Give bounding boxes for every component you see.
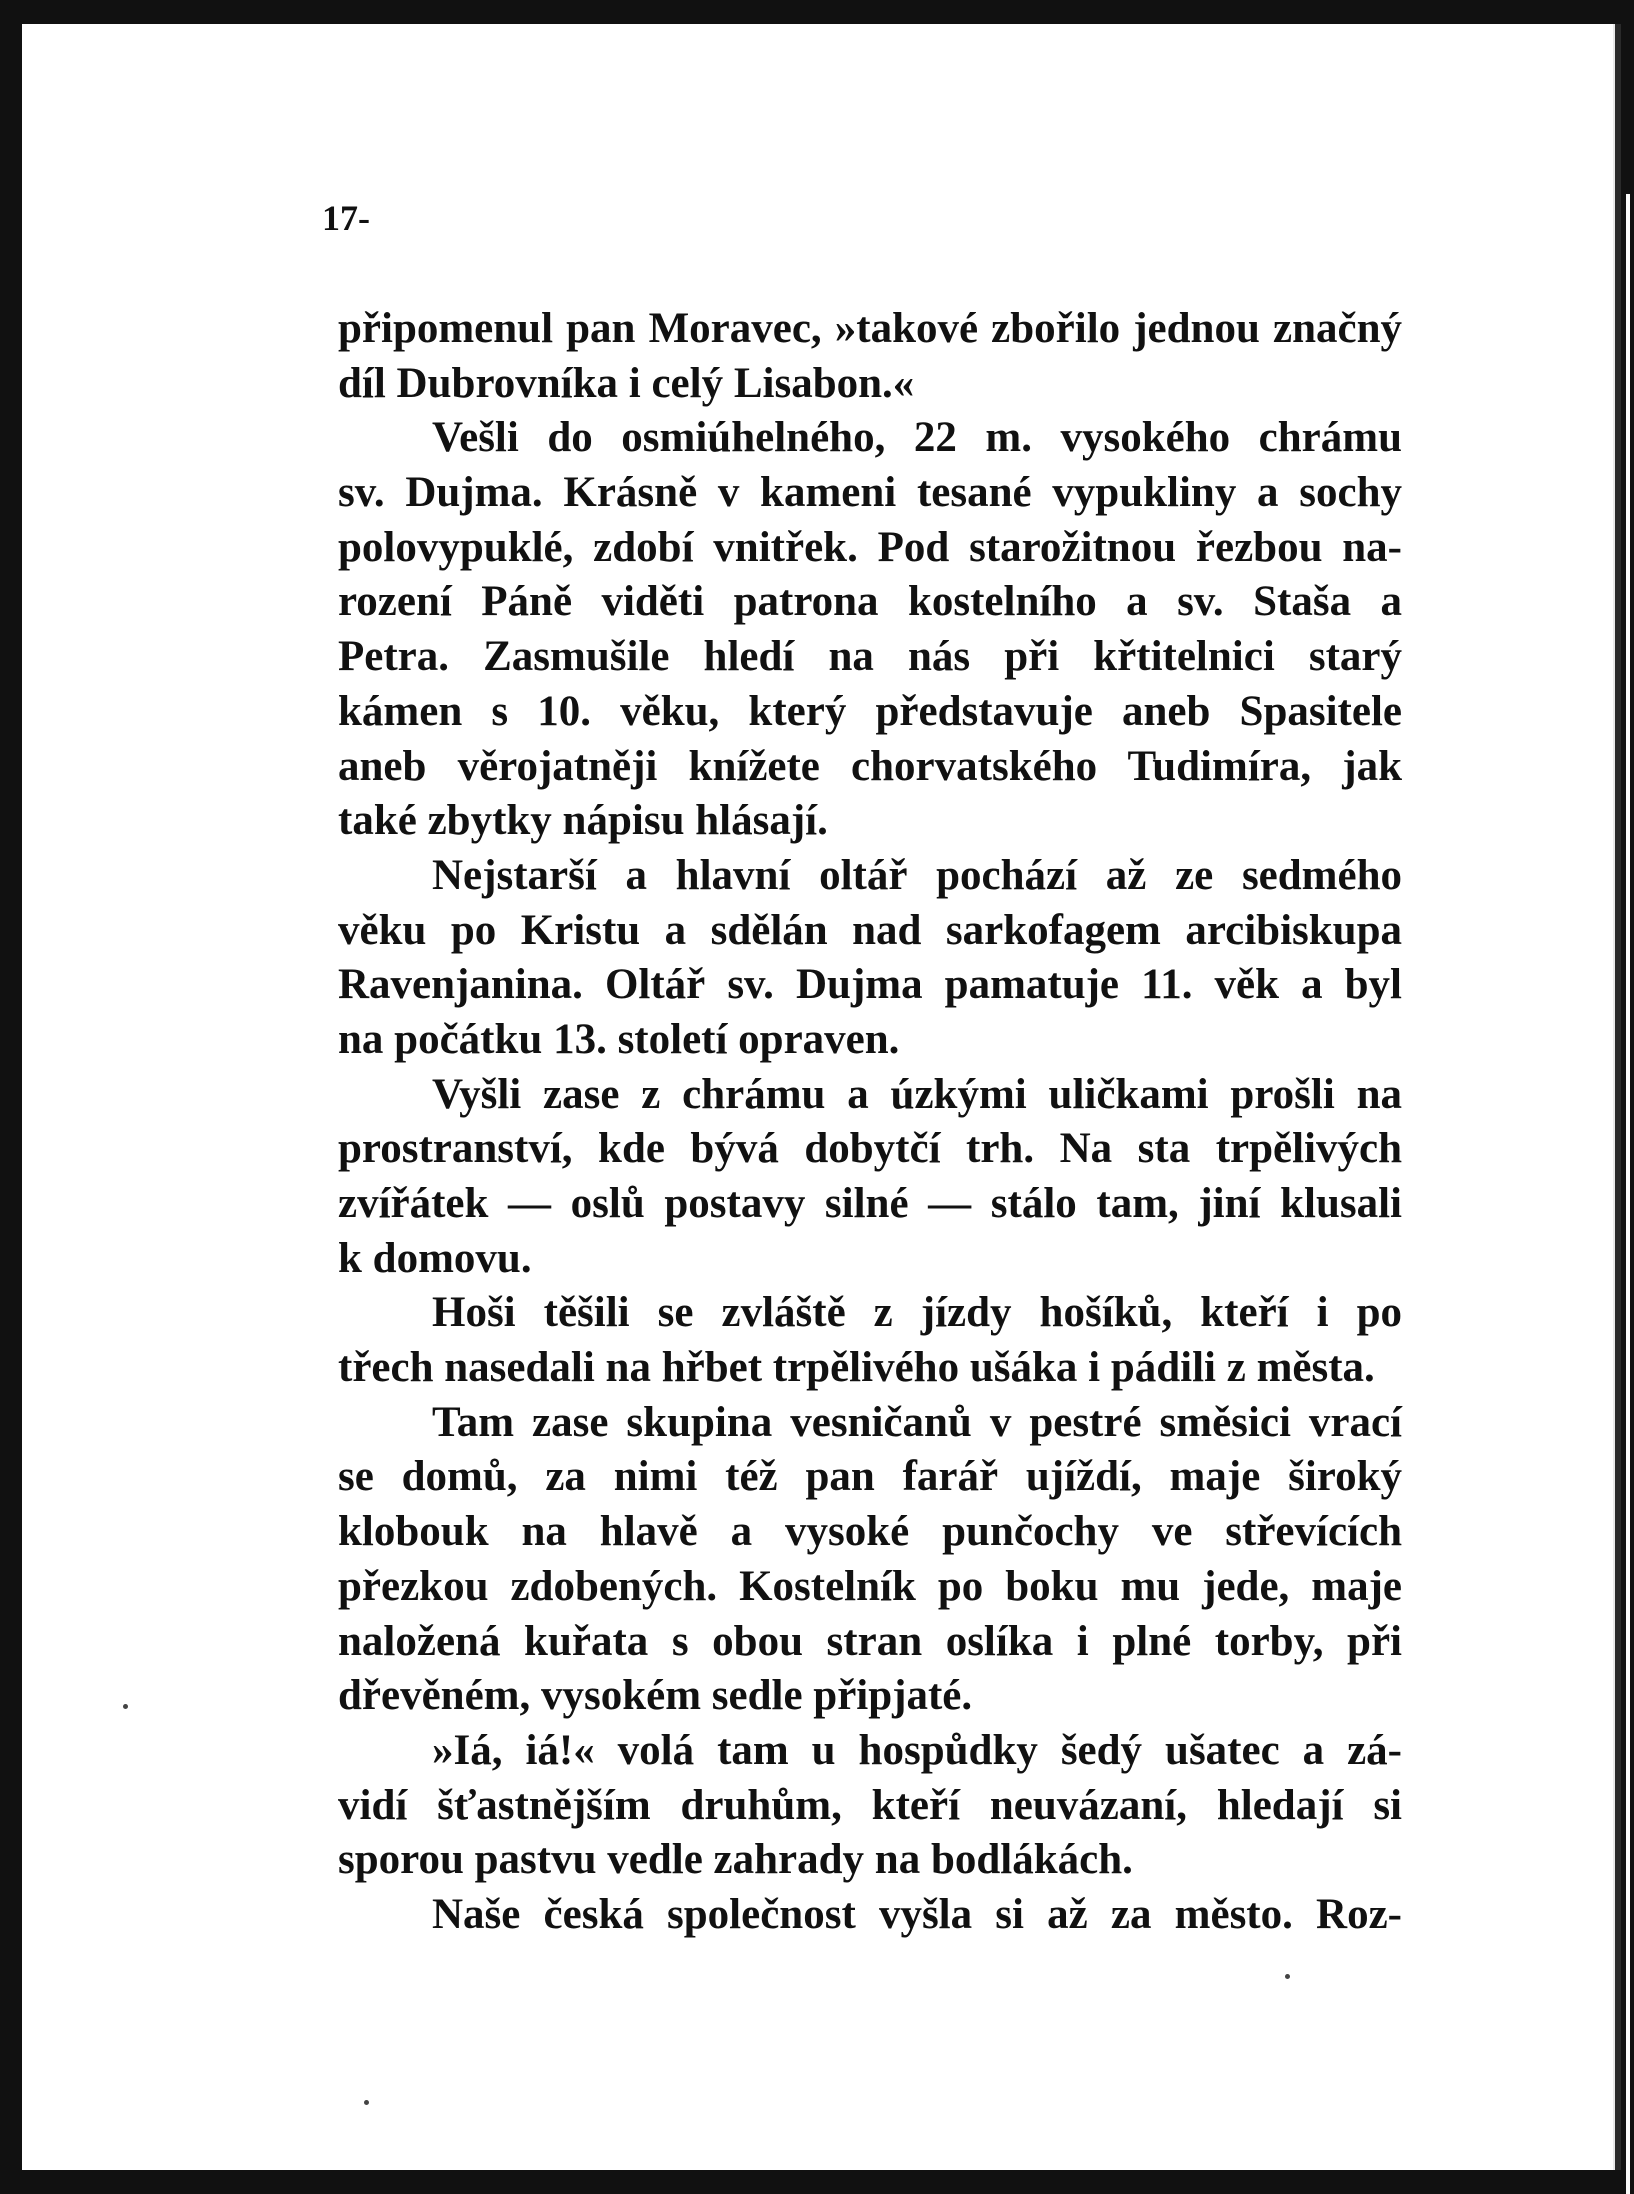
text-line: se domů, za nimi též pan farář ujíždí, maje široký (338, 1453, 1402, 1501)
text-line: také zbytky nápisu hlásají. (338, 797, 828, 845)
text-line: Petra. Zasmušile hledí na nás při křtitelnici starý (338, 633, 1402, 681)
text-line: třech nasedali na hřbet trpělivého ušáka i pádili z města. (338, 1344, 1375, 1392)
text-line: rození Páně viděti patrona kostelního a sv. Staša a (338, 578, 1402, 626)
text-line: sporou pastvu vedle zahrady na bodlákách. (338, 1836, 1133, 1884)
text-line: na počátku 13. století opraven. (338, 1015, 900, 1063)
text-line: Tam zase skupina vesničanů v pestré směsici vrací (432, 1398, 1402, 1446)
text-line: Nejstarší a hlavní oltář pochází až ze sedmého (432, 851, 1402, 899)
text-line: Hoši těšili se zvláště z jízdy hošíků, kteří i po (432, 1289, 1402, 1337)
text-line: Naše česká společnost vyšla si až za město. Roz- (432, 1890, 1402, 1938)
page-edge-highlight (1626, 194, 1630, 2194)
text-line: Ravenjanina. Oltář sv. Dujma pamatuje 11. věk a byl (338, 961, 1402, 1009)
text-line: vidí šťastnějším druhům, kteří neuvázaní, hledají si (338, 1781, 1402, 1829)
print-speck (364, 2100, 369, 2105)
text-line: Vešli do osmiúhelného, 22 m. vysokého chrámu (432, 414, 1402, 462)
print-speck (123, 1704, 128, 1709)
text-line: kámen s 10. věku, který představuje aneb Spasitele (338, 687, 1402, 735)
page-number: 17- (322, 198, 370, 238)
text-line: k domovu. (338, 1234, 532, 1282)
text-line: Vyšli zase z chrámu a úzkými uličkami prošli na (432, 1070, 1402, 1118)
book-page (22, 24, 1615, 2170)
text-line: »Iá, iá!« volá tam u hospůdky šedý ušatec a zá- (432, 1726, 1402, 1774)
text-line: připomenul pan Moravec, »takové zbořilo jednou značný (338, 305, 1402, 352)
text-line: sv. Dujma. Krásně v kameni tesané vypukliny a sochy (338, 469, 1402, 517)
text-line: přezkou zdobených. Kostelník po boku mu jede, maje (338, 1562, 1402, 1610)
text-line: dřevěném, vysokém sedle připjaté. (338, 1672, 973, 1720)
text-line: díl Dubrovníka i celý Lisabon.« (338, 359, 915, 407)
text-line: prostranství, kde bývá dobytčí trh. Na sta trpělivých (338, 1125, 1402, 1173)
text-line: zvířátek — oslů postavy silné — stálo tam, jiní klusali (338, 1180, 1402, 1227)
body-text (338, 302, 1402, 1943)
text-line: věku po Kristu a sdělán nad sarkofagem arcibiskupa (338, 906, 1402, 954)
text-line: klobouk na hlavě a vysoké punčochy ve střevících (338, 1508, 1402, 1556)
text-line: aneb věrojatněji knížete chorvatského Tudimíra, jak (338, 742, 1402, 790)
text-line: polovypuklé, zdobí vnitřek. Pod starožitnou řezbou na- (338, 523, 1402, 571)
print-speck (1285, 1974, 1290, 1979)
page-edge (1615, 24, 1621, 2170)
text-line: naložená kuřata s obou stran oslíka i plné torby, při (338, 1617, 1402, 1665)
